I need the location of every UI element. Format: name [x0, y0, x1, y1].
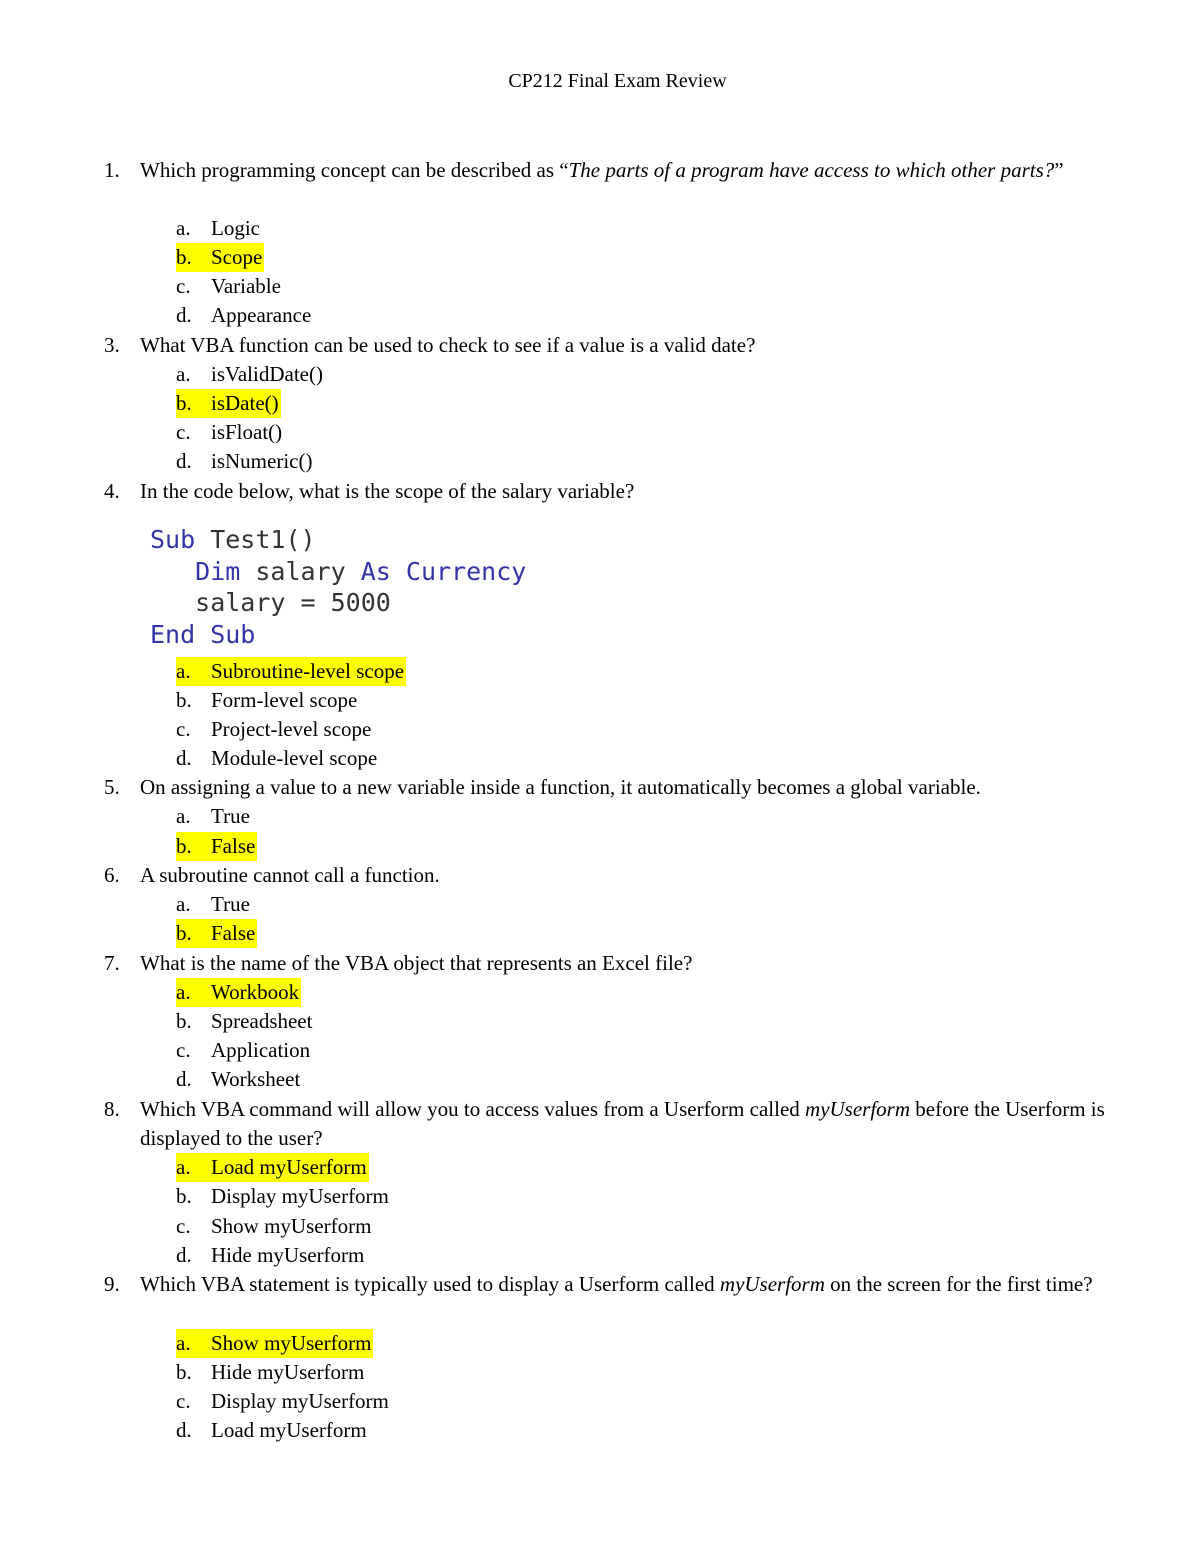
option [176, 1212, 373, 1241]
option-letter: b. [176, 834, 192, 858]
option [176, 744, 379, 773]
option-text: Scope [211, 245, 263, 269]
option [176, 360, 325, 389]
option [176, 214, 262, 243]
option-letter: c. [176, 274, 191, 298]
option-letter: b. [176, 391, 192, 415]
option-letter: c. [176, 420, 191, 444]
option-text: True [211, 804, 250, 828]
question-text: on the screen for the first time? [824, 1272, 1093, 1296]
option [176, 272, 283, 301]
question-8 [104, 1095, 1125, 1153]
option-letter: c. [176, 1038, 191, 1062]
option-text: Subroutine-level scope [211, 659, 405, 683]
option [176, 686, 359, 715]
question-3 [104, 331, 1125, 360]
question-text: What is the name of the VBA object that represents an Excel file? [140, 951, 693, 975]
question-1 [104, 156, 1125, 185]
question-text: Which VBA command will allow you to access values from a Userform called [140, 1097, 806, 1121]
document-title: CP212 Final Exam Review [508, 70, 727, 92]
option [176, 418, 284, 447]
question-number: 4. [104, 479, 120, 503]
option-letter: a. [176, 216, 191, 240]
option-letter: b. [176, 1184, 192, 1208]
option [176, 1007, 314, 1036]
question-4 [104, 477, 1125, 506]
code-text: salary [240, 556, 361, 586]
question-number: 7. [104, 951, 120, 975]
option-letter: d. [176, 1243, 192, 1267]
option-correct-highlighted [176, 919, 257, 948]
option-text: Hide myUserform [211, 1360, 365, 1384]
option-text: Logic [211, 216, 260, 240]
option-letter: d. [176, 1067, 192, 1091]
option-text: Load myUserform [211, 1418, 367, 1442]
option-text: Spreadsheet [211, 1009, 313, 1033]
option-text: False [211, 834, 256, 858]
option-text: Load myUserform [211, 1155, 367, 1179]
option-text: Variable [211, 274, 281, 298]
option-letter: a. [176, 362, 191, 386]
option-letter: a. [176, 1331, 191, 1355]
code-line-1 [150, 525, 316, 554]
option-letter: d. [176, 746, 192, 770]
question-text: ” [1054, 158, 1064, 182]
option-text: Application [211, 1038, 311, 1062]
option [176, 1065, 302, 1094]
question-text: In the code below, what is the scope of the salary variable? [140, 479, 635, 503]
question-text-italic: The parts of a program have access to which other parts? [568, 158, 1055, 182]
option-correct-highlighted [176, 832, 257, 861]
option-text: True [211, 892, 250, 916]
code-keyword: As [360, 556, 391, 586]
option-letter: b. [176, 1009, 192, 1033]
option-letter: d. [176, 449, 192, 473]
option [176, 1241, 366, 1270]
option-letter: a. [176, 804, 191, 828]
option-text: Show myUserform [211, 1331, 372, 1355]
question-5 [104, 773, 1125, 802]
option-text: Worksheet [211, 1067, 301, 1091]
code-line-4 [150, 620, 255, 649]
code-line-3 [150, 588, 391, 617]
option-letter: c. [176, 1389, 191, 1413]
option [176, 890, 252, 919]
option-letter: a. [176, 1155, 191, 1179]
question-text: before the Userform is displayed to the user? [140, 1097, 1105, 1150]
option [176, 1358, 366, 1387]
option-correct-highlighted [176, 1329, 373, 1358]
option-letter: b. [176, 245, 192, 269]
option-letter: b. [176, 688, 192, 712]
option-letter: a. [176, 892, 191, 916]
question-text: On assigning a value to a new variable inside a function, it automatically becomes a global variable. [140, 775, 981, 799]
question-6 [104, 861, 1125, 890]
option-correct-highlighted [176, 978, 301, 1007]
option-letter: a. [176, 659, 191, 683]
option [176, 447, 314, 476]
option-text: False [211, 921, 256, 945]
code-snippet [150, 524, 526, 650]
option-letter: a. [176, 980, 191, 1004]
question-number: 1. [104, 158, 120, 182]
option-letter: b. [176, 921, 192, 945]
option [176, 715, 373, 744]
option-text: Show myUserform [211, 1214, 372, 1238]
question-number: 5. [104, 775, 120, 799]
option-text: isValidDate() [211, 362, 323, 386]
option-text: Form-level scope [211, 688, 358, 712]
question-number: 3. [104, 333, 120, 357]
question-text: A subroutine cannot call a function. [140, 863, 440, 887]
question-text: Which VBA statement is typically used to display a Userform called [140, 1272, 720, 1296]
question-text-italic: myUserform [719, 1272, 825, 1296]
question-text-italic: myUserform [805, 1097, 911, 1121]
code-text: salary = 5000 [195, 588, 391, 617]
option-correct-highlighted [176, 243, 264, 272]
option [176, 1416, 369, 1445]
option-text: Display myUserform [211, 1184, 389, 1208]
question-text: What VBA function can be used to check to see if a value is a valid date? [140, 333, 756, 357]
code-keyword: Dim [195, 556, 241, 586]
option-letter: c. [176, 1214, 191, 1238]
option-correct-highlighted [176, 657, 406, 686]
question-9 [104, 1270, 1125, 1299]
option [176, 1036, 312, 1065]
option-text: Hide myUserform [211, 1243, 365, 1267]
option-correct-highlighted [176, 389, 281, 418]
option [176, 1182, 391, 1211]
option-text: Appearance [211, 303, 312, 327]
question-text: Which programming concept can be described as “ [140, 158, 569, 182]
option-text: Project-level scope [211, 717, 372, 741]
question-number: 6. [104, 863, 120, 887]
code-keyword: Sub [150, 525, 196, 554]
question-number: 9. [104, 1272, 120, 1296]
code-keyword: End Sub [150, 619, 256, 649]
option-letter: b. [176, 1360, 192, 1384]
option-text: Module-level scope [211, 746, 378, 770]
code-line-2 [150, 557, 526, 586]
option-correct-highlighted [176, 1153, 369, 1182]
option [176, 1387, 391, 1416]
option [176, 802, 252, 831]
code-type: Currency [390, 556, 527, 586]
question-number: 8. [104, 1097, 120, 1121]
option-text: Workbook [211, 980, 300, 1004]
question-7 [104, 949, 1125, 978]
option-text: isDate() [211, 391, 279, 415]
option [176, 301, 313, 330]
option-letter: c. [176, 717, 191, 741]
option-text: isNumeric() [211, 449, 313, 473]
option-text: isFloat() [211, 420, 283, 444]
code-text: Test1() [195, 525, 316, 554]
option-letter: d. [176, 1418, 192, 1442]
option-text: Display myUserform [211, 1389, 389, 1413]
option-letter: d. [176, 303, 192, 327]
